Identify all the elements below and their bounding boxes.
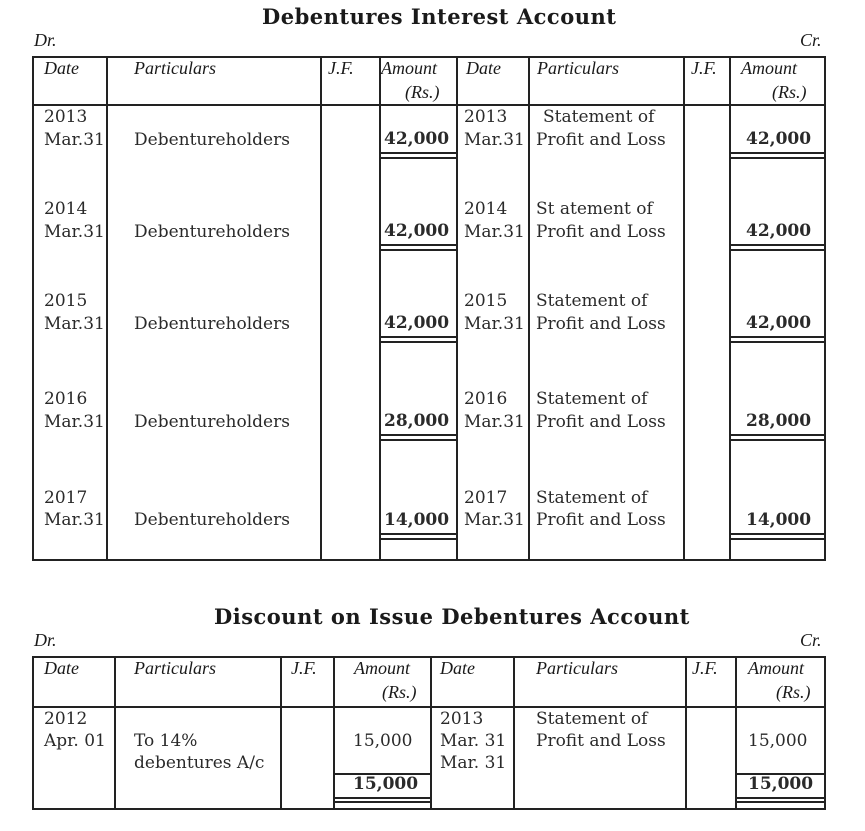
cr-label: Cr. bbox=[800, 30, 822, 50]
header-amount-cr: Amount bbox=[748, 658, 804, 678]
header-jf: J.F. bbox=[291, 658, 317, 678]
header-rs-cr: (Rs.) bbox=[772, 82, 807, 102]
header-particulars: Particulars bbox=[134, 58, 217, 78]
header-jf: J.F. bbox=[328, 58, 354, 78]
credit-total: 15,000 bbox=[748, 774, 814, 794]
page-title: Discount on Issue Debentures Account bbox=[214, 604, 690, 629]
debit-total: 15,000 bbox=[353, 774, 419, 794]
header-amount: Amount bbox=[354, 658, 410, 678]
header-rs: (Rs.) bbox=[405, 82, 440, 102]
header-jf-cr: J.F. bbox=[692, 658, 718, 678]
page-title: Debentures Interest Account bbox=[262, 4, 617, 29]
header-date: Date bbox=[44, 658, 79, 678]
header-rs-cr: (Rs.) bbox=[776, 682, 811, 702]
dr-label: Dr. bbox=[34, 630, 57, 650]
header-rs: (Rs.) bbox=[382, 682, 417, 702]
header-particulars: Particulars bbox=[134, 658, 217, 678]
header-divider bbox=[32, 706, 826, 708]
header-date: Date bbox=[44, 58, 79, 78]
header-amount: Amount bbox=[381, 58, 437, 78]
header-jf-cr: J.F. bbox=[691, 58, 717, 78]
dr-label: Dr. bbox=[34, 30, 57, 50]
header-date-cr: Date bbox=[440, 658, 475, 678]
header-particulars-cr: Particulars bbox=[537, 58, 620, 78]
cr-label: Cr. bbox=[800, 630, 822, 650]
header-amount-cr: Amount bbox=[741, 58, 797, 78]
header-divider bbox=[32, 104, 826, 106]
header-particulars-cr: Particulars bbox=[536, 658, 619, 678]
header-date-cr: Date bbox=[466, 58, 501, 78]
